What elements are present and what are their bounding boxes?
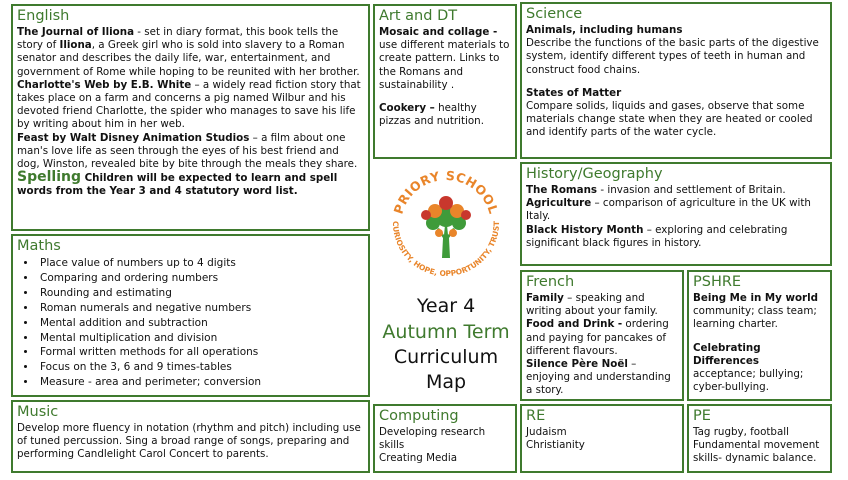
pe-title: PE bbox=[693, 408, 711, 424]
history-panel bbox=[520, 162, 832, 266]
year-label: Year 4 bbox=[416, 295, 476, 317]
french-title: French bbox=[526, 274, 575, 290]
logo-motto: CURIOSITY, HOPE, OPPORTUNITY, TRUST bbox=[390, 220, 502, 279]
list-item: • Rounding and estimating bbox=[37, 286, 363, 301]
cookery-text: Cookery – healthy pizzas and nutrition. bbox=[379, 102, 484, 128]
re-title: RE bbox=[526, 408, 546, 424]
list-item: • Roman numerals and negative numbers bbox=[37, 301, 363, 316]
english-panel bbox=[11, 4, 370, 231]
science-text: Compare solids, liquids and gases, observe that some materials change state when they are heated or cooled and identify parts of the water cycle. bbox=[526, 100, 813, 139]
logo-school-name: PRIORY SCHOOL bbox=[390, 167, 502, 216]
pshre-title: PSHRE bbox=[693, 274, 742, 290]
pshre-text: community; class team; learning charter. bbox=[693, 305, 817, 331]
science-panel bbox=[520, 2, 832, 159]
pshre-panel bbox=[687, 270, 832, 401]
map-label: Map bbox=[425, 371, 467, 393]
curriculum-label: Curriculum bbox=[393, 346, 499, 368]
art-title: Art and DT bbox=[379, 8, 458, 24]
list-item: • Comparing and ordering numbers bbox=[37, 271, 363, 286]
term-label: Autumn Term bbox=[382, 321, 510, 343]
science-subhead: Animals, including humans bbox=[526, 24, 683, 36]
french-panel bbox=[520, 270, 684, 401]
music-panel bbox=[11, 400, 370, 473]
art-panel bbox=[373, 4, 517, 159]
science-title: Science bbox=[526, 6, 583, 22]
computing-line: Developing research skills bbox=[379, 426, 486, 452]
re-line: Judaism bbox=[526, 426, 567, 438]
maths-panel bbox=[11, 234, 370, 397]
re-panel bbox=[520, 404, 684, 473]
french-text: Family – speaking and writing about your family. Food and Drink - ordering and paying for pancakes of different flavours. Silence Père Noël – enjoying and understanding a story. bbox=[526, 292, 671, 397]
pe-line: Fundamental movement bbox=[693, 439, 820, 452]
pe-line: Tag rugby, football bbox=[693, 426, 790, 438]
pshre-subhead: Celebrating Differences bbox=[693, 341, 761, 367]
computing-panel bbox=[373, 404, 517, 473]
art-text: Mosaic and collage - use different materials to create pattern. Links to the Romans and sustainability . bbox=[379, 26, 510, 91]
list-item: • Formal written methods for all operations bbox=[37, 345, 363, 360]
title-block bbox=[376, 163, 516, 401]
science-text: Describe the functions of the basic parts of the digestive system, identify different types of teeth in human and construct food chains. bbox=[526, 37, 819, 76]
pshre-subhead: Being Me in My world bbox=[693, 292, 819, 304]
science-subhead: States of Matter bbox=[526, 86, 622, 99]
tree-icon bbox=[421, 196, 471, 258]
list-item: • Mental addition and subtraction bbox=[37, 316, 363, 331]
computing-title: Computing bbox=[379, 408, 459, 424]
music-title: Music bbox=[17, 404, 59, 420]
maths-list bbox=[17, 256, 363, 390]
list-item: • Mental multiplication and division bbox=[37, 331, 363, 346]
computing-line: Creating Media bbox=[379, 452, 458, 465]
history-title: History/Geography bbox=[526, 166, 663, 182]
list-item: • Focus on the 3, 6 and 9 times-tables bbox=[37, 360, 363, 375]
list-item: • Measure - area and perimeter; conversion bbox=[37, 375, 363, 390]
maths-title: Maths bbox=[17, 238, 61, 254]
english-text: The Journal of Iliona - set in diary format, this book tells the story of Iliona, a Greek girl who is sold into slavery to a Roman senator and describes the daily life, war, entertainment, and government of Rome while hoping to be reunited with her brother. Charlotte's Web by E.B. White – a widely read fiction story that takes place on a farm and concerns a pig named Wilbur and his devoted friend Charlotte, the spider who manages to save his life by writing about him in her web. Feast by Walt Disney Animation Studios – a film about one man's love life as seen through the eyes of his best friend and dog, Winston, revealed bite by bite through the meals they share. Spelling Children will be expected to learn and spell words from the Year 3 and 4 statutory word list. bbox=[17, 26, 361, 198]
history-text: The Romans - invasion and settlement of Britain. Agriculture – comparison of agriculture in the UK with Italy. Black History Month – exploring and celebrating significant black figures in history. bbox=[526, 184, 811, 249]
pshre-text: acceptance; bullying; cyber-bullying. bbox=[693, 368, 804, 394]
school-logo bbox=[381, 163, 511, 287]
pe-panel bbox=[687, 404, 832, 473]
re-line: Christianity bbox=[526, 439, 585, 452]
music-text: Develop more fluency in notation (rhythm and pitch) including use of tuned percussion. Sing a broad range of songs, preparing and performing Candlelight Carol Concert to parents. bbox=[17, 422, 361, 461]
spelling-heading: Spelling bbox=[17, 169, 81, 186]
english-title: English bbox=[17, 8, 70, 24]
list-item: • Place value of numbers up to 4 digits bbox=[37, 256, 363, 271]
pe-line: skills- dynamic balance. bbox=[693, 452, 817, 465]
